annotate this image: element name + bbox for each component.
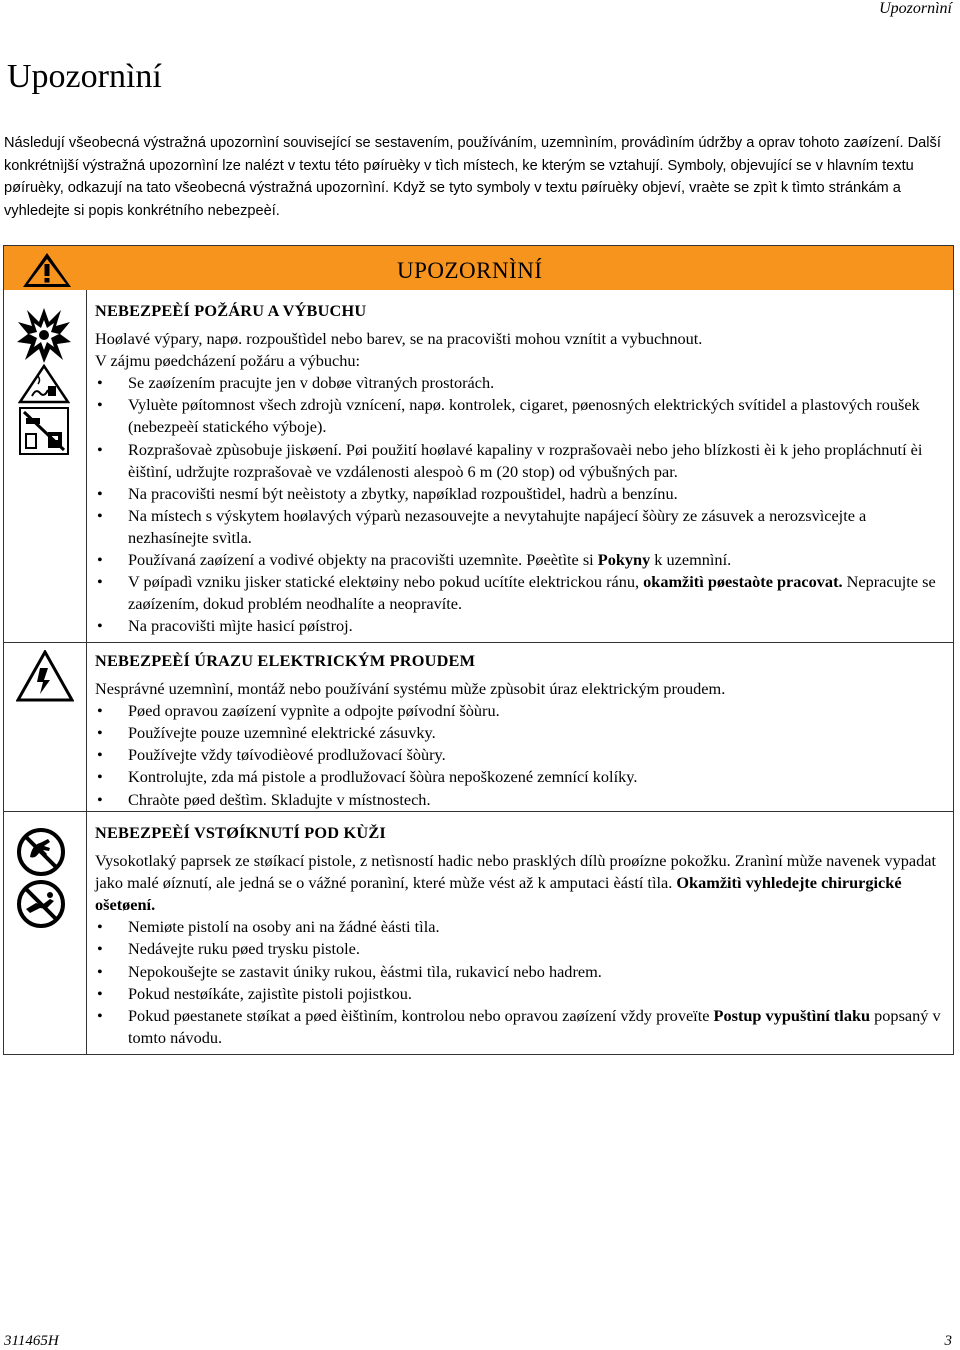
text-span: Používaná zaøízení a vodivé objekty na pracovišti uzemnìte. Pøeètìte si [128,550,598,570]
running-head: Upozornìní [879,0,952,17]
list-item: • Vyluète pøítomnost všech zdrojù vznícení, napø. kontrolek, cigaret, pøenosných elektrických svítidel a plastových roušek (nebezpeèí statického výboje). [95,394,945,438]
intro-paragraph: Následují všeobecná výstražná upozornìní související se sestavením, používáním, uzemnìním, provádìním údržby a oprav tohoto zaøízení. Další konkrétnìjší výstražná upozornìní lze nalézt v textu této pøíruèky v tìch místech, ke kterým se vztahují. Symboly, objevující se v hlavním textu pøíruèky, odkazují na tato všeobecná výstražná upozornìní. Když se tyto symboly v textu pøíruèky objeví, vraète se zpìt k tìmto stránkám a vyhledejte si popis konkrétního nebezpeèí. [4,135,941,220]
fire-hazard-list [95,372,945,637]
column-divider [86,290,87,1054]
no-smoking-no-sparks-icon [18,406,70,456]
list-item: • Na pracovišti nesmí být neèistoty a zbytky, napøíklad rozpouštìdel, hadrù a benzínu. [95,483,945,505]
list-item [95,1005,945,1049]
document-number: 311465H [4,1333,59,1349]
list-item: • Pøed opravou zaøízení vypnìte a odpojte pøívodní šòùru. [95,700,945,722]
row-divider [4,811,953,812]
stop-immediately-text: okamžitì pøestaòte pracovat. [643,572,843,592]
text-span: Vysokotlaký paprsek ze støíkací pistole, z netìsností hadic nebo prasklých dílù proøízne pokožku. Zranìní mùže navenek vypadat jako malé øíznutí, ale jedná se o vážné poranìní, které mùže vést až k amputaci èástí tìla. [95,851,936,893]
list-item [95,571,945,615]
no-hand-injection-icon [16,827,66,877]
list-item: • Nepokoušejte se zastavit úniky rukou, èástmi tìla, rukavicí nebo hadrem. [95,961,945,983]
row-divider [4,642,953,643]
explosion-icon [16,306,72,364]
text-span: Pokud pøestanete støíkat a pøed èištìním, kontrolou nebo opravou zaøízení vždy proveïte [128,1005,714,1025]
text-span: popsaný v tomto návodu. [128,1005,941,1047]
seek-medical-text: Okamžitì vyhledejte chirurgické ošetøení. [95,873,902,915]
fire-hazard-section [95,300,945,637]
grounding-instructions-ref: Pokyny [597,550,651,570]
fire-hazard-line: Hoølavé výpary, napø. rozpouštìdel nebo barev, se na pracovišti mohou vznítit a vybuchnout. [95,329,703,349]
injection-hazard-heading: NEBEZPEÈÍ VSTØÍKNUTÍ POD KÙŽI [95,823,386,842]
fumes-ignition-icon [18,364,70,404]
warning-table [3,245,954,1055]
page-number: 3 [944,1333,952,1349]
injection-hazard-list [95,916,945,1049]
list-item [95,549,945,571]
text-span: k uzemnìní. [650,550,732,570]
list-item: • Používejte pouze uzemnìné elektrické zásuvky. [95,722,945,744]
text-span: Nepracujte se zaøízením, dokud problém neodhalíte a neopravíte. [128,572,936,614]
list-item: • Rozprašovaè zpùsobuje jiskøení. Pøi použití hoølavé kapaliny v rozprašovaèi nebo jeho blízkosti èi k jeho propláchnutí èi èištìní, udržujte rozprašovaè ve vzdálenosti alespoò 6 m (20 stop) od výbušných par. [95,439,945,483]
electric-shock-intro: Nesprávné uzemnìní, montáž nebo používání systému mùže zpùsobit úraz elektrickým proudem. [95,679,726,699]
warning-banner [4,246,953,290]
warning-triangle-icon [19,250,75,290]
electric-shock-list [95,700,945,810]
list-item: • Nedávejte ruku pøed trysku pistole. [95,938,945,960]
electric-shock-heading: NEBEZPEÈÍ ÚRAZU ELEKTRICKÝM PROUDEM [95,651,476,670]
electric-shock-section [95,650,945,811]
list-item: • Se zaøízením pracujte jen v dobøe vìtraných prostorách. [95,372,945,394]
list-item: • Na pracovišti mìjte hasicí pøístroj. [95,615,945,637]
pressure-relief-ref: Postup vypuštìní tlaku [713,1005,871,1025]
list-item: • Na místech s výskytem hoølavých výparù nezasouvejte a nevytahujte napájecí šòùry ze zásuvek a nerozsvìcejte a nezhasínejte svìtla. [95,505,945,549]
list-item: • Kontrolujte, zda má pistole a prodlužovací šòùra nepoškozené zemnící kolíky. [95,766,945,788]
injection-hazard-intro [95,850,945,916]
list-item: • Pokud nestøíkáte, zajistìte pistoli pojistkou. [95,983,945,1005]
electric-shock-icon [16,650,74,702]
list-item: • Používejte vždy tøívodièové prodlužovací šòùry. [95,744,945,766]
text-span: V pøípadì vzniku jisker statické elektøiny nebo pokud ucítíte elektrickou ránu, [128,572,644,592]
no-body-spray-icon [16,879,66,929]
page-title: Upozornìní [7,58,162,95]
list-item: • Nemiøte pistolí na osoby ani na žádné èásti tìla. [95,916,945,938]
injection-hazard-section [95,822,945,1049]
list-item: • Chraòte pøed deštìm. Skladujte v místnostech. [95,789,945,811]
banner-title: UPOZORNÌNÍ [397,258,543,283]
fire-hazard-heading: NEBEZPEÈÍ POŽÁRU A VÝBUCHU [95,301,367,320]
fire-hazard-line: V zájmu pøedcházení požáru a výbuchu: [95,351,361,371]
